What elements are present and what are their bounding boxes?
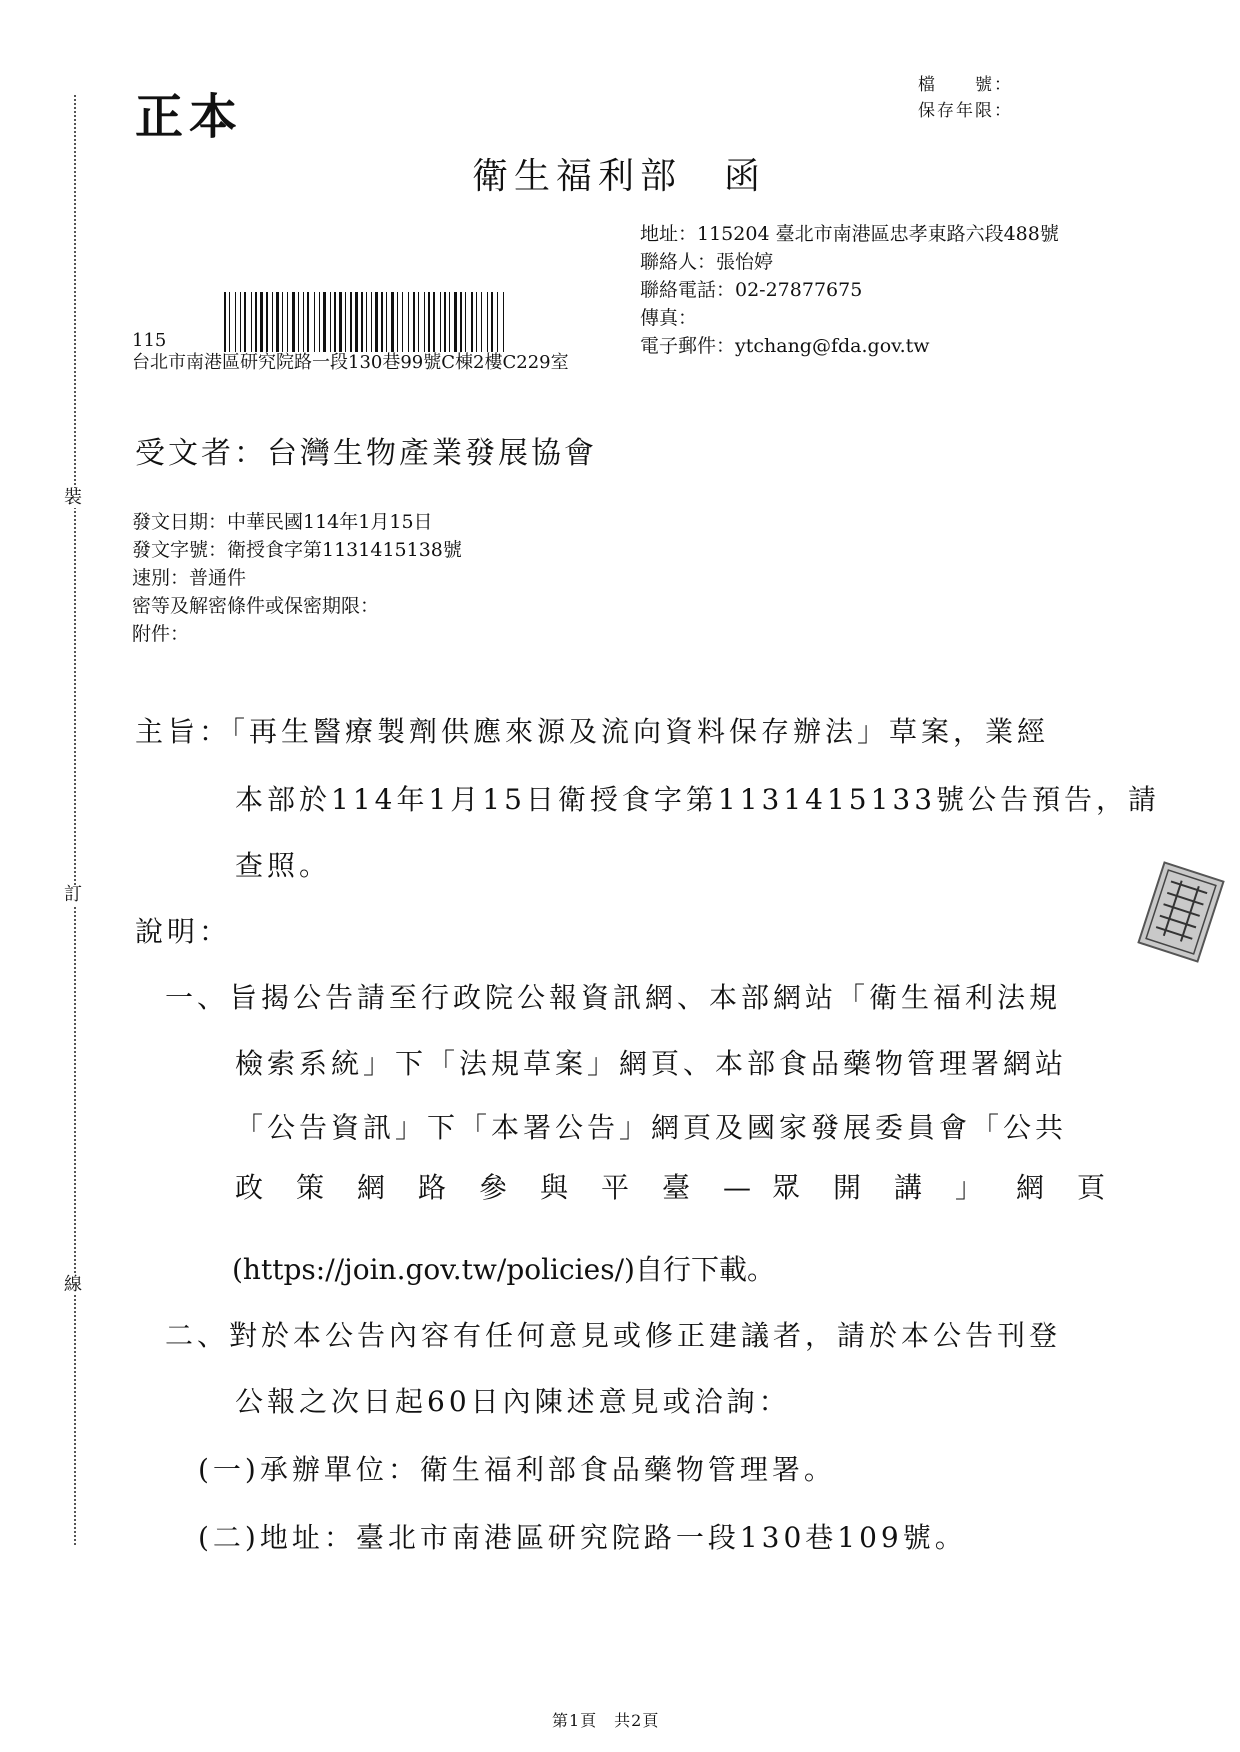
binding-line (74, 95, 76, 1545)
subject-line-2: 本部於114年1月15日衛授食字第1131415133號公告預告，請 (235, 783, 1161, 816)
retention-label: 保存年限： (918, 101, 1013, 121)
item1-line-5: (https://join.gov.tw/policies/)自行下載。 (232, 1253, 775, 1286)
subject-line-3: 查照。 (235, 849, 332, 882)
copy-mark: 正本 (135, 89, 244, 145)
subject-line-1: 主旨：「再生醫療製劑供應來源及流向資料保存辦法」草案，業經 (135, 715, 1050, 748)
delivery-speed: 速別：普通件 (132, 567, 247, 589)
explanation-label: 說明： (135, 915, 232, 948)
attachments: 附件： (132, 623, 190, 645)
item2-line-2: 公報之次日起60日內陳述意見或洽詢： (235, 1385, 791, 1418)
binding-mark-3: 線 (64, 1274, 82, 1295)
sender-address: 地址：115204 臺北市南港區忠孝東路六段488號 (640, 223, 1059, 245)
sender-phone: 聯絡電話：02-27877675 (640, 279, 863, 301)
recipient-postcode: 115 (132, 330, 167, 351)
barcode (222, 292, 507, 352)
item1-line-1: 一、旨揭公告請至行政院公報資訊網、本部網站「衛生福利法規 (165, 981, 1062, 1014)
sender-fax: 傳真： (640, 307, 698, 329)
security-level: 密等及解密條件或保密期限： (132, 595, 380, 617)
item2-sub-1: (一)承辦單位：衛生福利部食品藥物管理署。 (198, 1453, 836, 1486)
page-footer: 第1頁 共2頁 (552, 1711, 660, 1730)
seal-stamp (1136, 860, 1226, 964)
document-title: 衛生福利部 函 (472, 156, 767, 197)
binding-mark-1: 裝 (64, 487, 82, 508)
item1-line-3: 「公告資訊」下「本署公告」網頁及國家發展委員會「公共 (235, 1111, 1068, 1144)
sender-contact: 聯絡人：張怡婷 (640, 251, 774, 273)
recipient-address: 台北市南港區研究院路一段130巷99號C棟2樓C229室 (132, 352, 569, 373)
binding-mark-2: 訂 (64, 884, 82, 905)
sender-email: 電子郵件：ytchang@fda.gov.tw (640, 335, 930, 357)
item1-line-2: 檢索系統」下「法規草案」網頁、本部食品藥物管理署網站 (235, 1047, 1068, 1080)
recipient: 受文者：台灣生物產業發展協會 (135, 436, 597, 471)
item2-sub-2: (二)地址：臺北市南港區研究院路一段130巷109號。 (198, 1521, 967, 1554)
item1-line-4: 政 策 網 路 參 與 平 臺 — 眾 開 講 」 網 頁 (235, 1171, 1105, 1204)
file-number-label: 檔 號： (918, 75, 1013, 95)
item2-line-1: 二、對於本公告內容有任何意見或修正建議者，請於本公告刊登 (165, 1319, 1062, 1352)
issue-date: 發文日期：中華民國114年1月15日 (132, 511, 433, 533)
document-number: 發文字號：衛授食字第1131415138號 (132, 539, 462, 561)
